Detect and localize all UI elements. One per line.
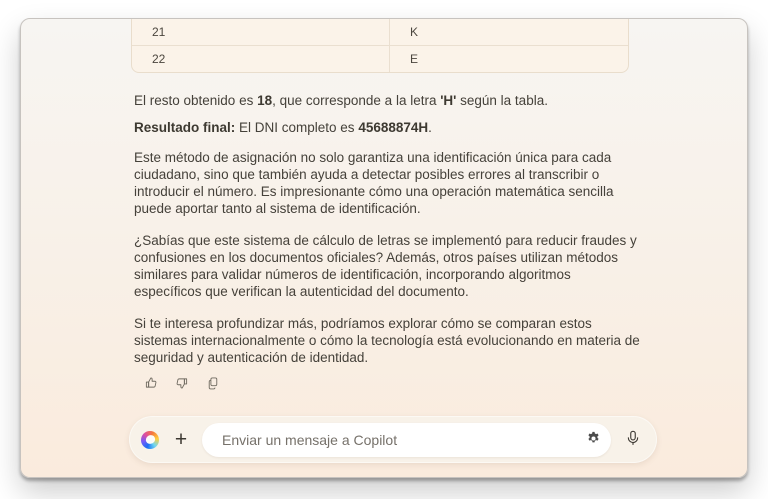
microphone-button[interactable] <box>619 426 647 454</box>
message-actions <box>140 374 223 395</box>
copy-icon <box>206 376 220 393</box>
gear-icon <box>586 431 601 449</box>
table-row <box>132 45 628 72</box>
dni-letter-table <box>131 18 629 73</box>
thumbs-up-button[interactable] <box>140 374 161 395</box>
text-segment: . <box>428 120 432 135</box>
paragraph: Este método de asignación no solo garantiza una identificación única para cada ciudadano, sino que también ayuda a detectar posibles errores al transcribir o introducir el número. Es impresionante cómo una operación matemática sencilla puede aportar tanto al sistema de identificación. <box>134 150 614 216</box>
copilot-chat-window <box>20 18 748 478</box>
thumbs-down-button[interactable] <box>171 374 192 395</box>
remainder-line <box>134 92 641 109</box>
result-label: Resultado final: <box>134 120 236 135</box>
text-segment: según la tabla. <box>456 93 548 108</box>
composer-bar <box>129 416 657 463</box>
letter-value: 'H' <box>440 93 457 108</box>
message-input[interactable] <box>222 432 580 448</box>
text-segment: El DNI completo es <box>235 120 359 135</box>
text-segment: El resto obtenido es <box>134 93 258 108</box>
thumbs-down-icon <box>175 376 189 393</box>
result-line <box>134 119 641 136</box>
table-row <box>132 19 628 45</box>
dni-value: 45688874H <box>358 120 429 135</box>
table-cell-remainder: 22 <box>132 46 390 72</box>
remainder-value: 18 <box>257 93 273 108</box>
table-cell-letter: E <box>410 52 419 66</box>
table-cell-letter: K <box>410 25 419 39</box>
add-attachment-button[interactable] <box>168 427 194 453</box>
text-segment: , que corresponde a la letra <box>272 93 441 108</box>
paragraph: ¿Sabías que este sistema de cálculo de letras se implementó para reducir fraudes y confusiones en los documentos oficiales? Además, otros países utilizan métodos similares para validar números de identificación, incorporando algoritmos específicos que verifican la autenticidad del documento. <box>134 233 637 299</box>
settings-button[interactable] <box>580 427 606 453</box>
thumbs-up-icon <box>144 376 158 393</box>
copy-button[interactable] <box>202 374 223 395</box>
message-input-pill <box>202 423 611 457</box>
copilot-logo-icon <box>141 431 159 449</box>
microphone-icon <box>624 429 642 450</box>
plus-icon: + <box>174 427 188 451</box>
paragraph: Si te interesa profundizar más, podríamos explorar cómo se comparan estos sistemas internacionalmente o cómo la tecnología está evolucionando en materia de seguridad y autenticación de identidad. <box>134 316 640 365</box>
table-cell-remainder: 21 <box>132 19 390 45</box>
assistant-message <box>134 92 641 379</box>
